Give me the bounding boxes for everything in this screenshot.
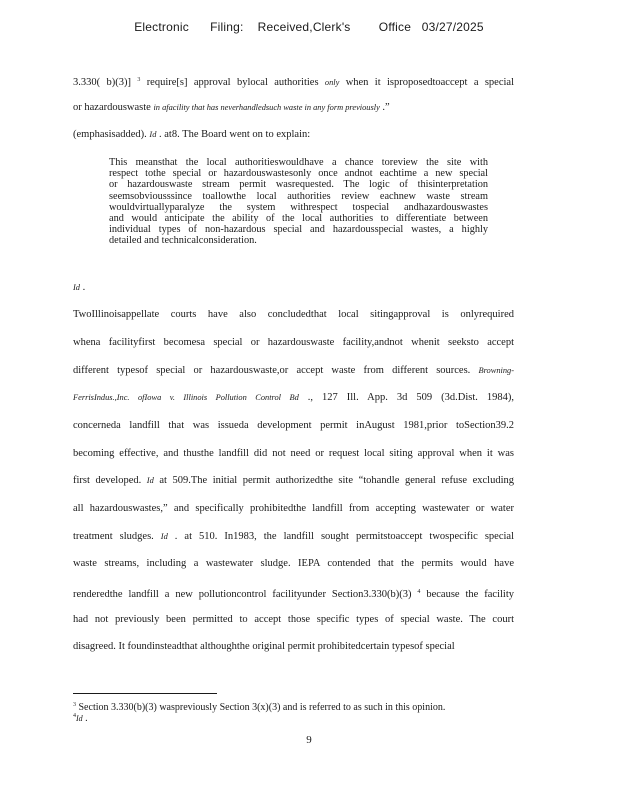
text-segment: at 509.The initial permit authorizedthe site “tohandle general refuse excluding: [153, 475, 514, 486]
text-segment: (emphasisadded).: [73, 129, 150, 140]
quote-line: respect tothe special or hazardouswastesonly once andnot eachtime a new special: [109, 168, 488, 180]
body-line-2: [73, 102, 514, 114]
quote-line: This meansthat the local authoritieswouldhave a chance toreview the site with: [109, 157, 488, 168]
text-segment: . at 510. In1983, the landfill sought permitstoaccept twospecific special: [167, 531, 514, 542]
body-line-13: [73, 531, 514, 543]
footnote-text: .: [82, 713, 88, 724]
quote-line: seemsobviousssince toallowthe local authorities review eachnew waste stream: [109, 190, 488, 202]
footnote-divider: [73, 693, 217, 694]
efiling-header: Electronic Filing: Received,Clerk's Office 03/27/2025: [134, 20, 484, 34]
body-line-11: [73, 475, 514, 487]
body-line-12: all hazardouswastes,” and specifically prohibitedthe landfill from accepting wastewater or water: [73, 503, 514, 514]
case-name: Browning-: [478, 366, 514, 375]
block-quote: [109, 157, 488, 247]
page-number: 9: [306, 734, 312, 746]
quote-line: wouldvirtuallyparalyze the system withrespect tospecial andhazardouswastes: [109, 201, 488, 213]
quote-line: detailed and technicalconsideration.: [109, 235, 257, 247]
italic-emphasis: only: [324, 78, 340, 87]
case-name: FerrisIndus.,Inc. ofIowa v. Illinois Pollution Control Bd: [73, 393, 299, 402]
body-line-7: [73, 365, 514, 377]
text-segment: .: [79, 282, 86, 293]
text-segment: renderedthe landfill a new pollutioncontrol facilityunder Section3.330(b)(3): [73, 589, 418, 600]
quote-line: or hazardouswaste stream permit wasrequested. The logic of thisinterpretation: [109, 179, 488, 191]
text-segment: or hazardouswaste: [73, 102, 154, 113]
citation-id: Id: [149, 130, 157, 139]
footnote-number: 3: [73, 702, 76, 708]
quote-line: and would anticipate the ability of the local authorities to differentiate between: [109, 213, 488, 225]
text-segment: .”: [379, 102, 390, 113]
body-line-16: had not previously been permitted to accept those specific types of special waste. The court: [73, 614, 514, 625]
footnote-text: Section 3.330(b)(3) waspreviously Section 3(x)(3) and is referred to as such in this opinion.: [76, 702, 446, 713]
citation-id: Id: [76, 714, 83, 723]
citation-id: Id: [160, 532, 168, 541]
text-segment: treatment sludges.: [73, 531, 161, 542]
body-line-4: [73, 282, 514, 294]
body-line-8: [73, 392, 514, 404]
body-line-10: becoming effective, and thusthe landfill did not need or request local siting approval when it was: [73, 448, 514, 459]
body-line-3: [73, 129, 514, 141]
body-line-6: whena facilityfirst becomesa special or hazardouswaste facility,andnot whenit seeksto accept: [73, 337, 514, 348]
body-line-14: waste streams, including a wastewater sludge. IEPA contended that the permits would have: [73, 558, 514, 569]
text-segment: require[s] approval bylocal authorities: [140, 77, 325, 88]
footnote-ref-3: 3: [137, 77, 141, 83]
footnote-number: 4: [73, 713, 76, 719]
text-segment: when it isproposedtoaccept a special: [339, 77, 514, 88]
body-line-17: disagreed. It foundinsteadthat althoughthe original permit prohibitedcertain typesof special: [73, 641, 455, 652]
text-segment: because the facility: [420, 589, 514, 600]
body-line-15: [73, 586, 514, 601]
body-line-5: TwoIllinoisappellate courts have also concludedthat local sitingapproval is onlyrequired: [73, 309, 514, 320]
footnote-ref-4: 4: [417, 589, 421, 595]
citation-id: Id: [146, 476, 154, 485]
citation-id: Id: [73, 283, 80, 292]
text-segment: first developed.: [73, 475, 147, 486]
text-segment: . at8. The Board went on to explain:: [156, 129, 311, 140]
body-line-1: [73, 74, 514, 89]
body-line-9: concerneda landfill that was issueda development permit inAugust 1981,prior toSection39.2: [73, 420, 514, 431]
italic-emphasis: in afacility that has neverhandledsuch waste in any form previously: [153, 103, 380, 112]
footnote-4: [73, 711, 518, 724]
text-segment: 3.330( b)(3)]: [73, 77, 138, 88]
quote-line: individual types of non-hazardous special and hazardousspecial wastes, a highly: [109, 224, 488, 236]
text-segment: ., 127 Ill. App. 3d 509 (3d.Dist. 1984),: [298, 392, 514, 403]
text-segment: different typesof special or hazardouswaste,or accept waste from different sources.: [73, 365, 479, 376]
